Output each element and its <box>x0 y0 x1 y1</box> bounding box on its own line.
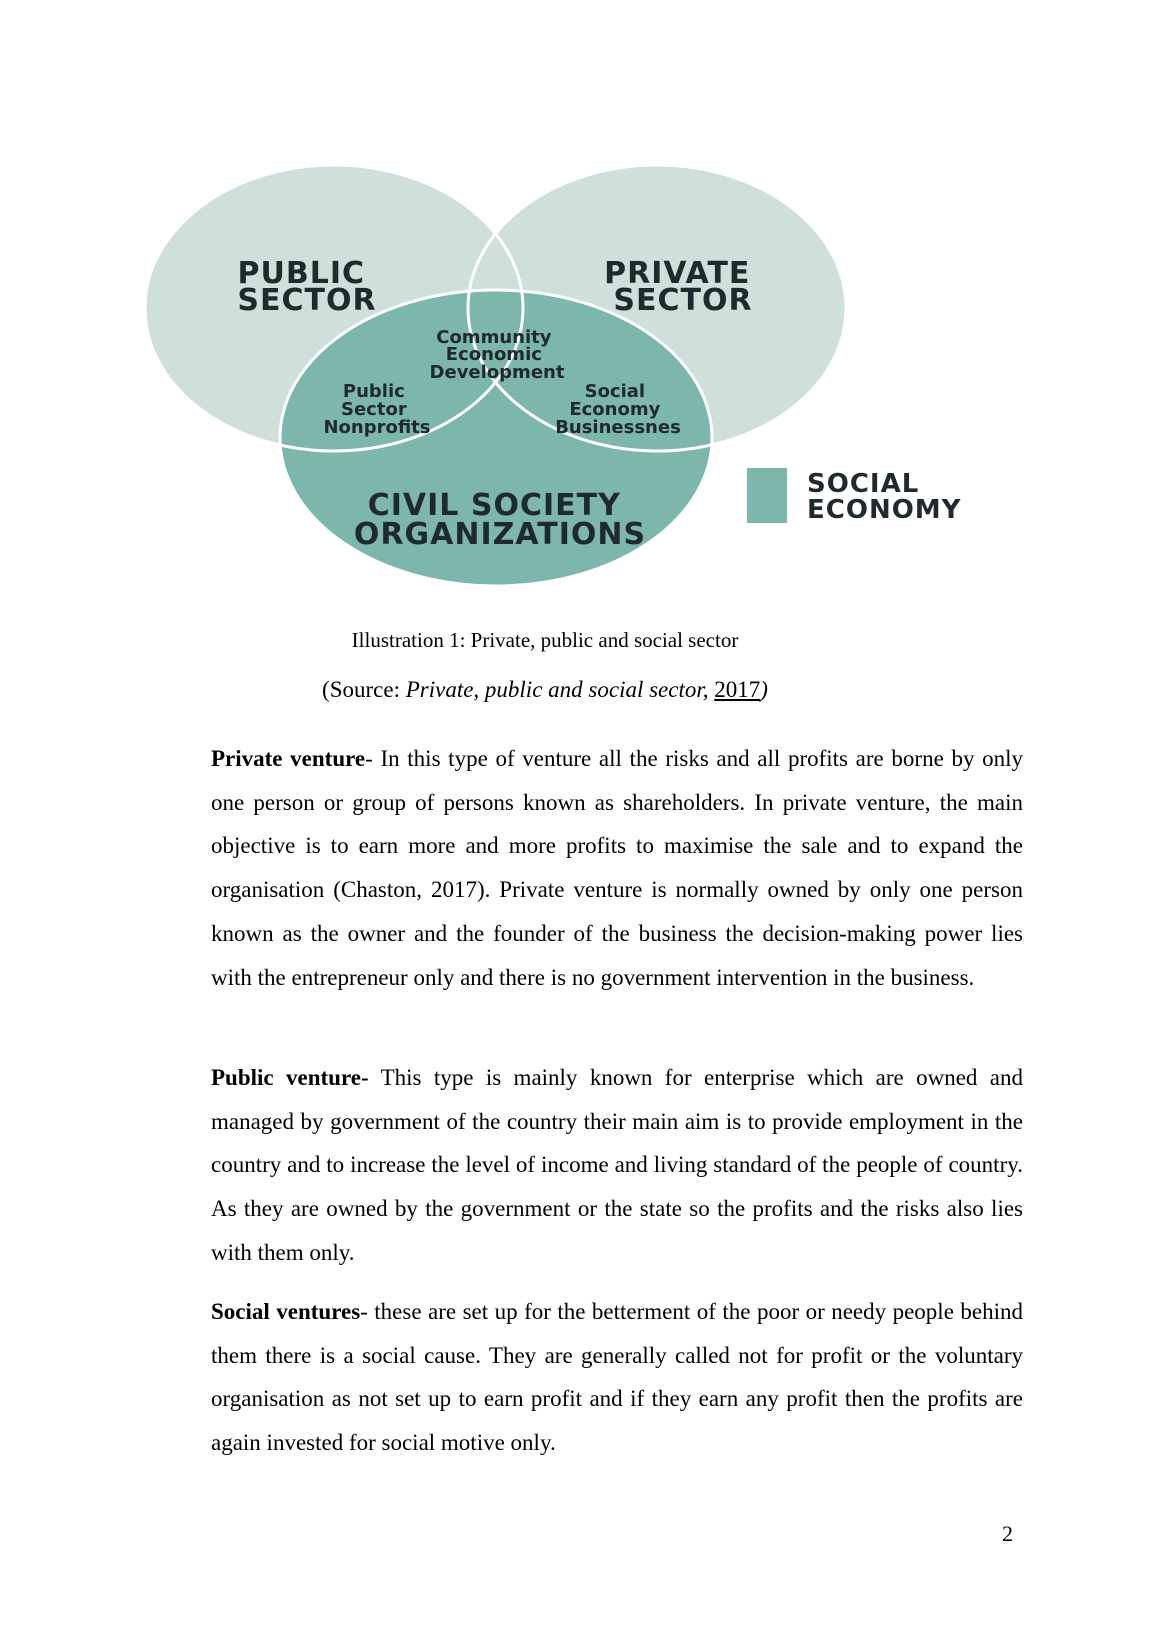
source-title: Private, public and social sector, <box>405 677 709 702</box>
legend-label: SOCIAL ECONOMY <box>807 469 962 525</box>
venn-diagram <box>0 0 1158 620</box>
source-prefix: (Source: <box>322 677 406 702</box>
source-suffix: ) <box>760 677 768 702</box>
figure-caption: Illustration 1: Private, public and social sector <box>351 628 739 652</box>
community-development-label: Community Economic Development <box>429 327 565 383</box>
term-public-venture: Public venture- <box>211 1065 369 1090</box>
term-private-venture: Private venture <box>211 746 366 771</box>
text-private-venture: - In this type of venture all the risks and all profits are borne by only one person or group of persons known as shareholders. In private venture, the main objective is to earn more and more profits to maximise the sale and to expand the organisation (Chaston, 2017). Private venture is normally owned by only one person known as the owner and the founder of the business the decision-making power lies with the entrepreneur only and there is no government intervention in the business. <box>211 746 1023 990</box>
private-sector-label: PRIVATE SECTOR <box>604 256 753 318</box>
public-nonprofits-label: Public Sector Nonprofits <box>323 381 431 438</box>
source-year: 2017 <box>714 677 761 702</box>
legend-swatch <box>747 468 787 523</box>
civil-society-label: CIVIL SOCIETY ORGANIZATIONS <box>353 488 647 552</box>
text-social-ventures: - these are set up for the betterment of the poor or needy people behind them there is a social cause. They are generally called not for profit or the voluntary organisation as not set up to earn profit and if they earn any profit then the profits are again invested for social motive only. <box>211 1299 1023 1456</box>
term-social-ventures: Social ventures <box>211 1299 361 1324</box>
paragraph-public-venture <box>211 1056 1023 1275</box>
figure-source <box>0 677 1090 703</box>
page-number: 2 <box>1002 1521 1013 1546</box>
social-business-label: Social Economy Businessnes <box>555 381 681 438</box>
public-sector-label: PUBLIC SECTOR <box>237 256 377 318</box>
paragraph-private-venture <box>211 737 1023 999</box>
text-public-venture: This type is mainly known for enterprise which are owned and managed by government of the country their main aim is to provide employment in the country and to increase the level of income and living standard of the people of country. As they are owned by the government or the state so the profits and the risks also lies with them only. <box>211 1065 1024 1265</box>
paragraph-social-ventures <box>211 1290 1023 1465</box>
